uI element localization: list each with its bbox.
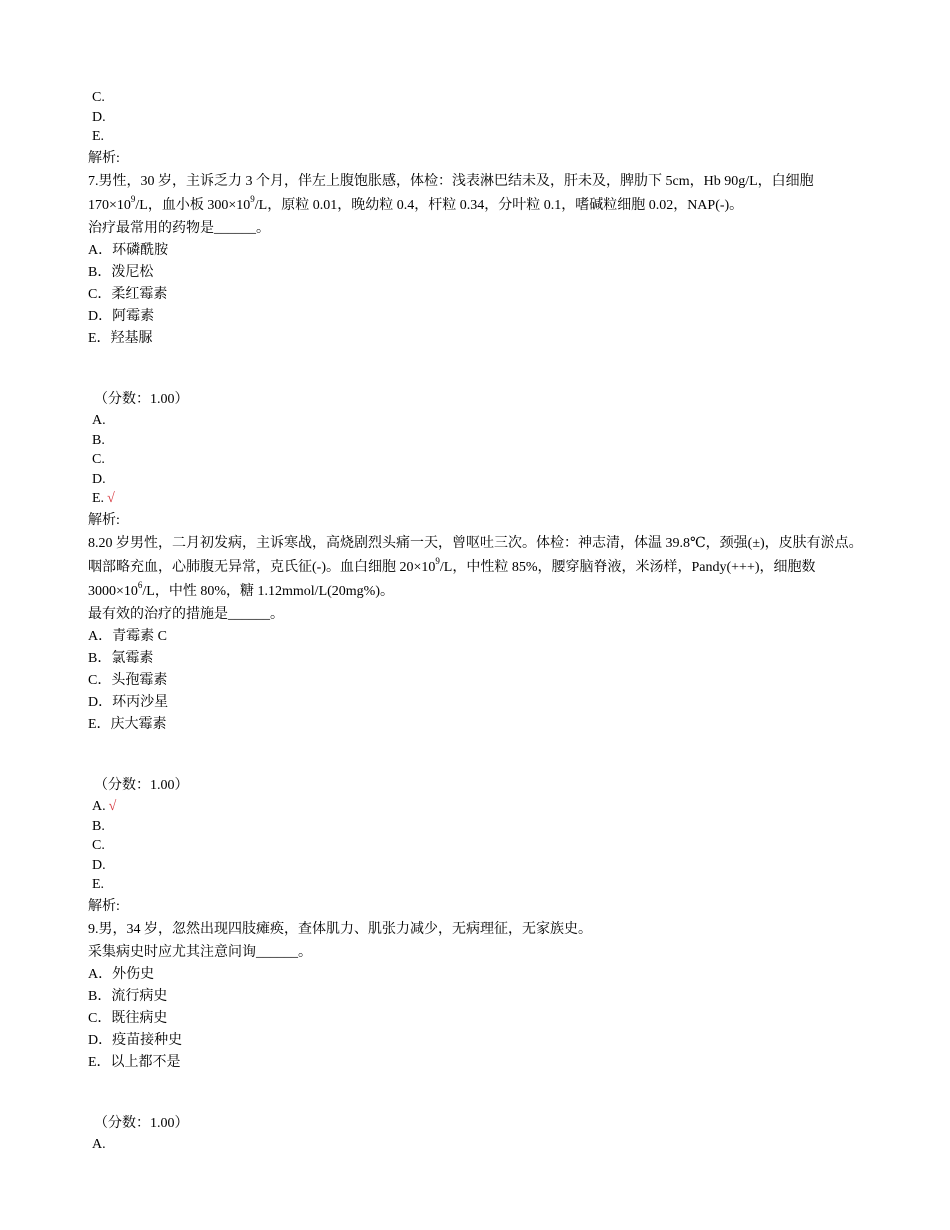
answer-choice-correct: A. √ xyxy=(92,799,117,814)
answer-choice-correct: E. √ xyxy=(92,491,115,506)
answer-choice: A. xyxy=(92,1137,106,1152)
answer-choice: D. xyxy=(92,857,106,873)
question-9 xyxy=(88,918,878,1155)
question-stem-line: $170\times 10^9/L$，血小板 $300\times 10^9/L$，原粒 0.01，晚幼粒 0.4，杆粒 0.34，分叶粒 0.1，嗜碱粒细胞 0.02，NAP(-)。 xyxy=(88,194,744,213)
option-b: B．氯霉素 xyxy=(88,651,154,666)
option-c: C．柔红霉素 xyxy=(88,287,168,302)
answer-choice: B. xyxy=(92,818,105,834)
option-b: B．泼尼松 xyxy=(88,265,154,280)
question-stem-line: $3000\times 10^6/L$，中性 80%，糖 1.12mmol/L(20mg%)。 xyxy=(88,580,394,599)
question-stem-line: 7.男性，30 岁，主诉乏力 3 个月，伴左上腹饱胀感，体检：浅表淋巴结未及，肝未及，脾肋下 5cm，Hb 90g/L，白细胞 xyxy=(88,174,814,189)
score: （分数：1.00） xyxy=(94,778,189,793)
question-stem-line: 9.男，34 岁，忽然出现四肢瘫痪，查体肌力、肌张力减少，无病理征，无家族史。 xyxy=(88,922,592,937)
analysis-label: 解析: xyxy=(88,898,120,914)
score: （分数：1.00） xyxy=(94,392,189,407)
option-e: E．羟基脲 xyxy=(88,331,153,346)
option-e: E．以上都不是 xyxy=(88,1055,181,1070)
answer-choice: D. xyxy=(92,109,106,125)
answer-choice: A. xyxy=(92,413,106,428)
question-stem-line: 8.20 岁男性，二月初发病，主诉寒战，高烧剧烈头痛一天，曾呕吐三次。体检：神志清，体温 39.8℃，颈强(±)，皮肤有淤点。 xyxy=(88,536,863,551)
analysis-label: 解析: xyxy=(88,512,120,528)
check-mark-icon: √ xyxy=(107,491,115,506)
prev-question-tail xyxy=(88,88,878,168)
option-a: A．环磷酰胺 xyxy=(88,243,169,258)
option-c: C．头孢霉素 xyxy=(88,673,168,688)
answer-choice: D. xyxy=(92,471,106,487)
exam-document xyxy=(88,88,878,1155)
option-a: A．外伤史 xyxy=(88,967,155,982)
option-d: D．疫苗接种史 xyxy=(88,1033,183,1048)
option-b: B．流行病史 xyxy=(88,989,168,1004)
question-stem-line: 咽部略充血，心肺腹无异常，克氏征(-)。血白细胞 $20\times 10^9/L$，中性粒 85%，腰穿脑脊液，米汤样，Pandy(+++)，细胞数 xyxy=(88,556,816,575)
question-prompt: 最有效的治疗的措施是______。 xyxy=(88,607,284,622)
question-prompt: 采集病史时应尤其注意问询______。 xyxy=(88,945,312,960)
option-c: C．既往病史 xyxy=(88,1011,168,1026)
answer-choice: C. xyxy=(92,838,105,853)
answer-choice: E. xyxy=(92,129,105,144)
question-7 xyxy=(88,170,878,530)
score: （分数：1.00） xyxy=(94,1116,189,1131)
answer-choice: B. xyxy=(92,432,105,448)
option-a: A．青霉素 C xyxy=(88,629,167,644)
analysis-label: 解析: xyxy=(88,150,120,166)
option-e: E．庆大霉素 xyxy=(88,717,167,732)
option-d: D．环丙沙星 xyxy=(88,695,169,710)
check-mark-icon: √ xyxy=(108,799,117,814)
option-d: D．阿霉素 xyxy=(88,309,155,324)
answer-choice: E. xyxy=(92,877,105,892)
answer-choice: C. xyxy=(92,90,105,105)
question-8 xyxy=(88,532,878,916)
answer-choice: C. xyxy=(92,452,105,467)
question-prompt: 治疗最常用的药物是______。 xyxy=(88,221,270,236)
